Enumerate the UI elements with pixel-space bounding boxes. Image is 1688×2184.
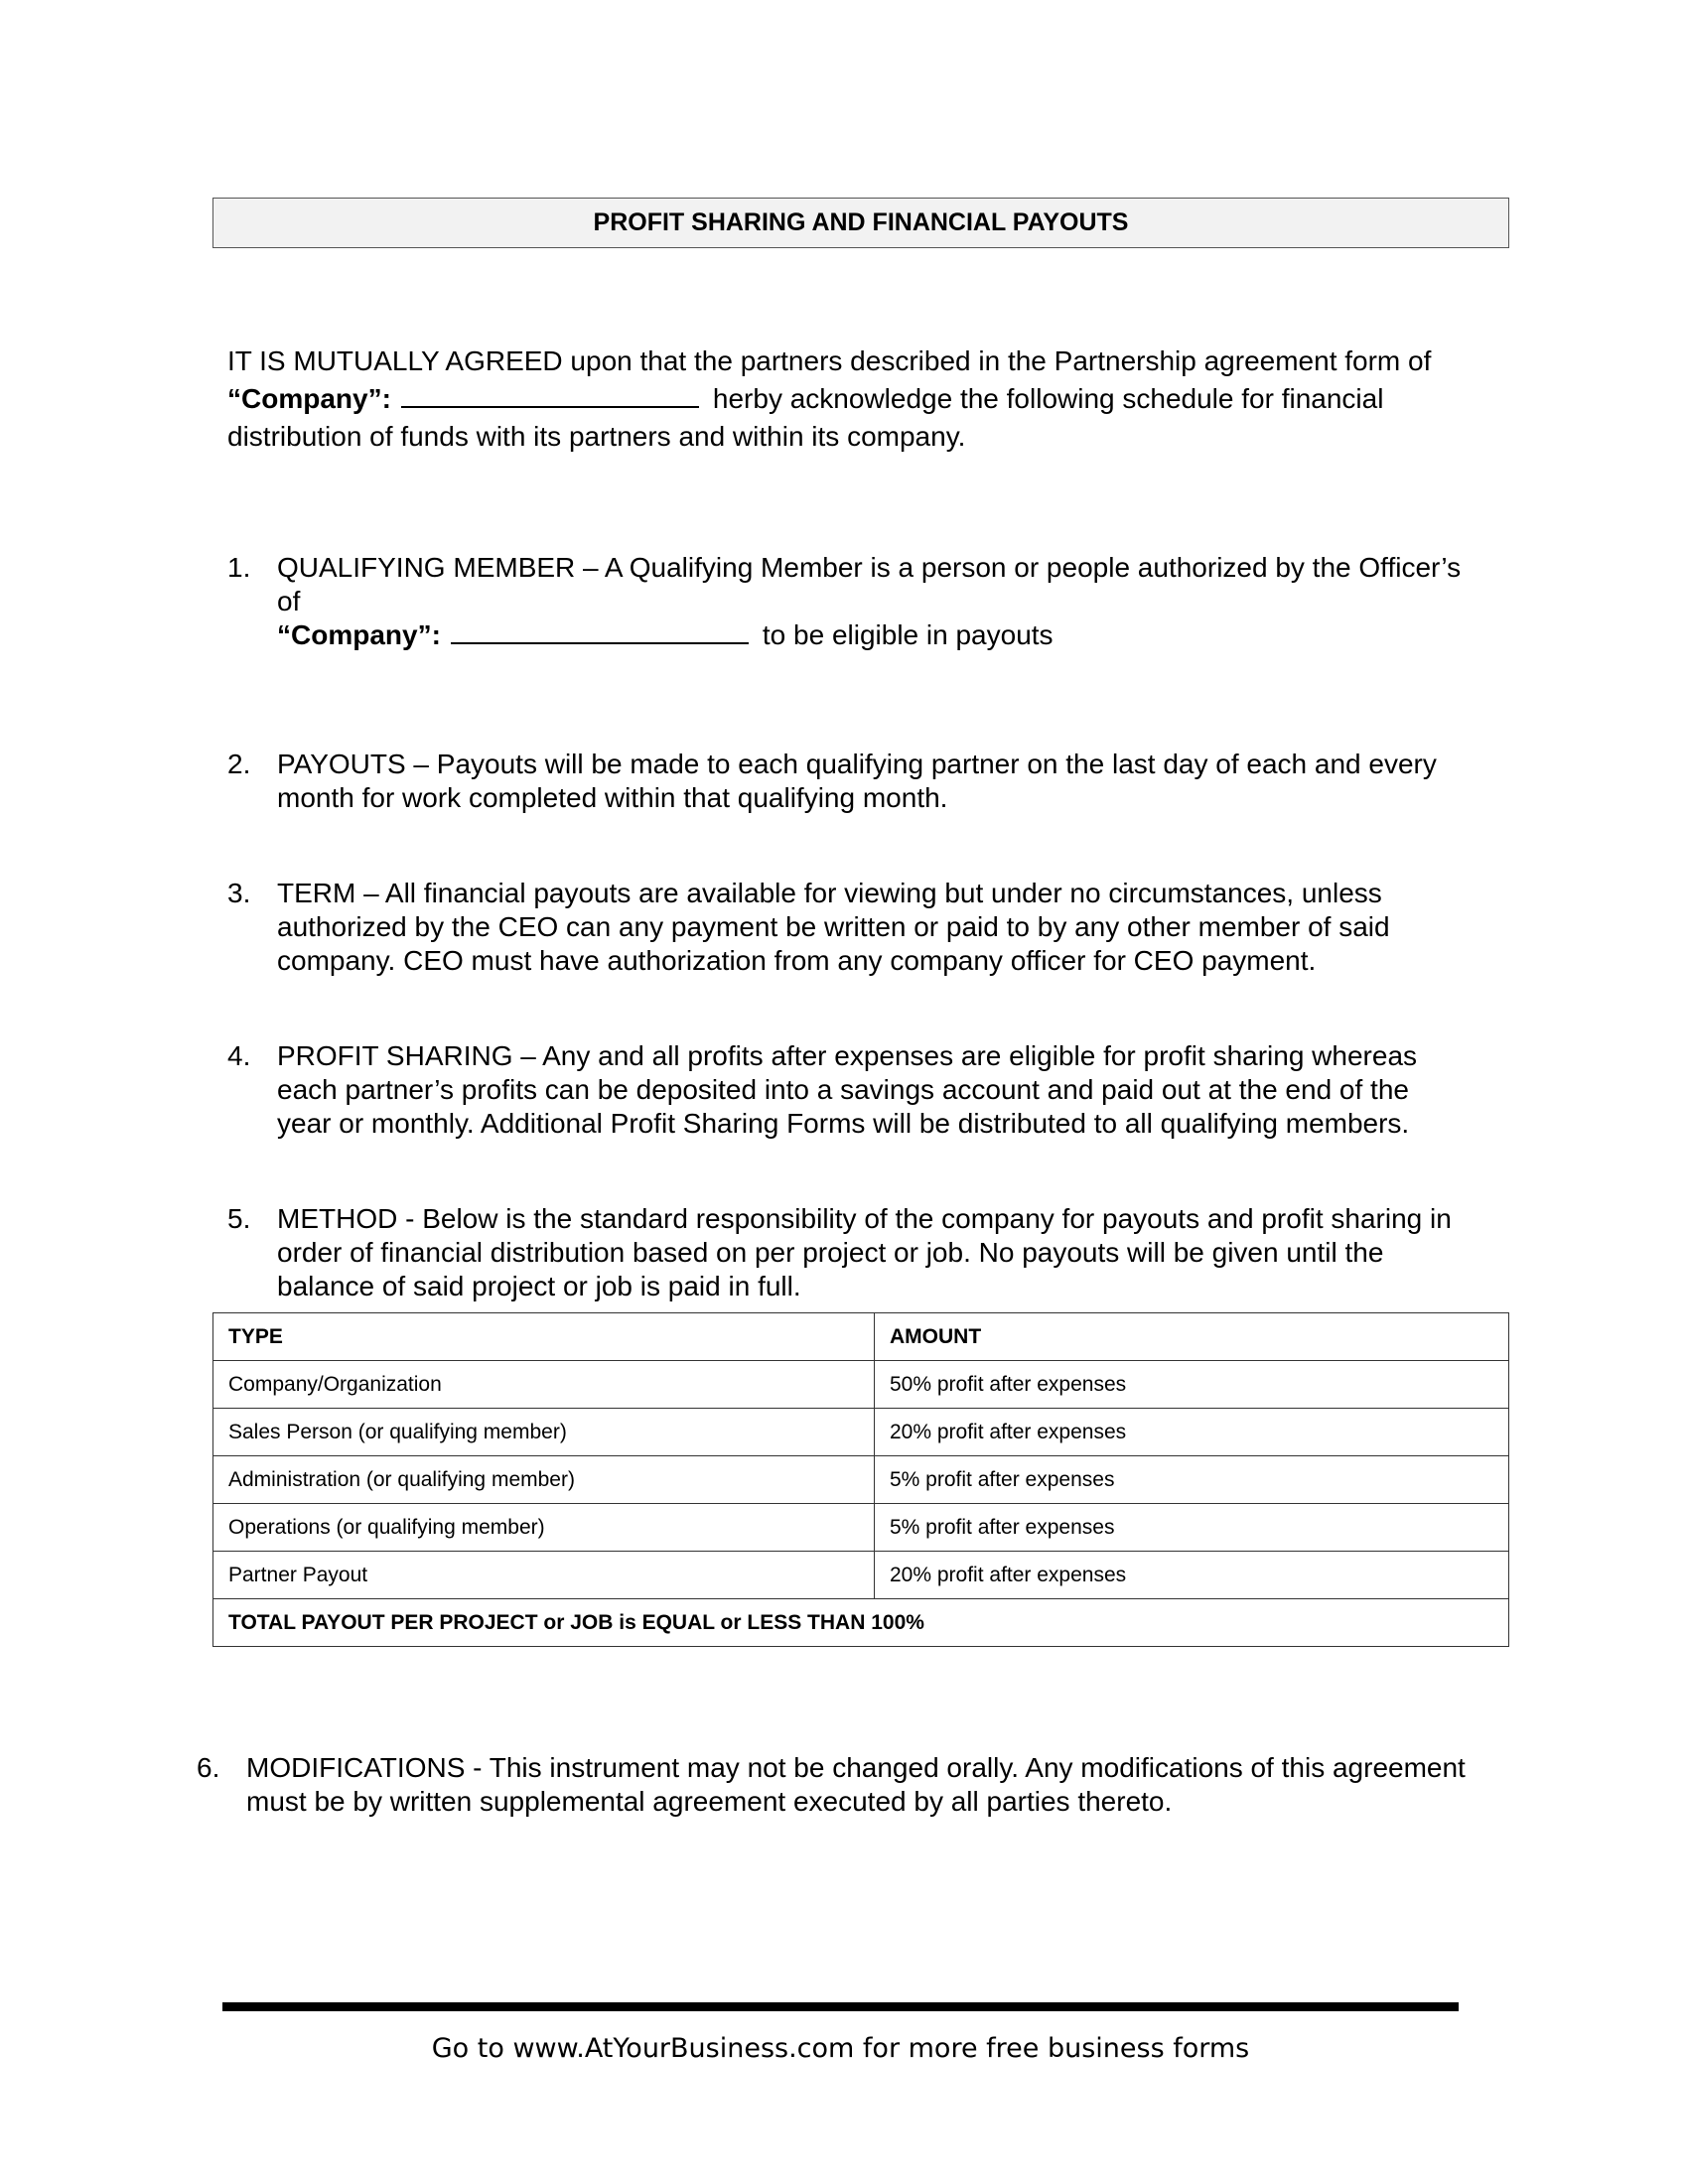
table-row bbox=[213, 1456, 1509, 1504]
company-name-blank[interactable] bbox=[401, 382, 699, 408]
item-number: 2. bbox=[227, 749, 251, 779]
amount-cell: 50% profit after expenses bbox=[875, 1361, 1509, 1409]
table-header-row bbox=[213, 1313, 1509, 1361]
terms-list bbox=[227, 551, 1469, 1303]
type-cell: Sales Person (or qualifying member) bbox=[213, 1409, 875, 1456]
type-cell: Administration (or qualifying member) bbox=[213, 1456, 875, 1504]
item-number: 1. bbox=[227, 552, 251, 583]
table-row bbox=[213, 1504, 1509, 1552]
list-item bbox=[227, 1039, 1469, 1141]
list-item bbox=[227, 877, 1469, 978]
document-title: PROFIT SHARING AND FINANCIAL PAYOUTS bbox=[212, 198, 1509, 248]
intro-line-2-text: herby acknowledge the following schedule for financial bbox=[712, 383, 1384, 414]
header-type: TYPE bbox=[213, 1313, 875, 1361]
table-row bbox=[213, 1361, 1509, 1409]
footer-divider bbox=[222, 2002, 1459, 2011]
list-item bbox=[197, 1751, 1487, 1819]
item-text bbox=[277, 551, 1469, 652]
item-text: MODIFICATIONS - This instrument may not be changed orally. Any modifications of this agreement must be by written supplemental agreement executed by all parties thereto. bbox=[246, 1752, 1466, 1817]
type-cell: Operations (or qualifying member) bbox=[213, 1504, 875, 1552]
item-text: TERM – All financial payouts are available for viewing but under no circumstances, unless authorized by the CEO can any payment be written or paid to by any other member of said company. CEO must have authorization from any company officer for CEO payment. bbox=[277, 878, 1390, 976]
company-name-blank[interactable] bbox=[451, 618, 749, 644]
intro-line-1: IT IS MUTUALLY AGREED upon that the partners described in the Partnership agreement form of bbox=[227, 345, 1432, 376]
item-number: 3. bbox=[227, 878, 251, 908]
item-1-line-1: QUALIFYING MEMBER – A Qualifying Member is a person or people authorized by the Officer’s of bbox=[277, 552, 1462, 616]
item-1-line-2 bbox=[277, 618, 1469, 652]
item-text: PROFIT SHARING – Any and all profits after expenses are eligible for profit sharing whereas each partner’s profits can be deposited into a savings account and paid out at the end of the year or monthly. Additional Profit Sharing Forms will be distributed to all qualifying members. bbox=[277, 1040, 1418, 1139]
item-text: METHOD - Below is the standard responsibility of the company for payouts and profit sharing in order of financial distribution based on per project or job. No payouts will be given until the balance of said project or job is paid in full. bbox=[277, 1203, 1452, 1301]
list-item bbox=[227, 551, 1469, 652]
company-label: “Company”: bbox=[227, 383, 391, 414]
item-number: 5. bbox=[227, 1203, 251, 1234]
list-item bbox=[227, 1202, 1469, 1303]
item-number: 6. bbox=[197, 1752, 220, 1783]
item-number: 4. bbox=[227, 1040, 251, 1071]
footer-text[interactable]: Go to www.AtYourBusiness.com for more free business forms bbox=[431, 2033, 1250, 2064]
amount-cell: 20% profit after expenses bbox=[875, 1409, 1509, 1456]
company-label: “Company”: bbox=[277, 619, 441, 650]
intro-line-2 bbox=[227, 380, 1469, 418]
header-amount: AMOUNT bbox=[875, 1313, 1509, 1361]
list-item bbox=[227, 748, 1469, 815]
item-6 bbox=[197, 1751, 1487, 1819]
table-total-row bbox=[213, 1599, 1509, 1647]
table-row bbox=[213, 1552, 1509, 1599]
amount-cell: 5% profit after expenses bbox=[875, 1456, 1509, 1504]
type-cell: Partner Payout bbox=[213, 1552, 875, 1599]
amount-cell: 5% profit after expenses bbox=[875, 1504, 1509, 1552]
amount-cell: 20% profit after expenses bbox=[875, 1552, 1509, 1599]
intro-paragraph bbox=[227, 342, 1469, 456]
type-cell: Company/Organization bbox=[213, 1361, 875, 1409]
payout-table bbox=[212, 1312, 1509, 1647]
total-cell: TOTAL PAYOUT PER PROJECT or JOB is EQUAL or LESS THAN 100% bbox=[213, 1599, 1509, 1647]
item-text: PAYOUTS – Payouts will be made to each qualifying partner on the last day of each and every month for work completed within that qualifying month. bbox=[277, 749, 1437, 813]
item-1-line-2-text: to be eligible in payouts bbox=[762, 619, 1054, 650]
table-row bbox=[213, 1409, 1509, 1456]
intro-line-3: distribution of funds with its partners and within its company. bbox=[227, 421, 966, 452]
